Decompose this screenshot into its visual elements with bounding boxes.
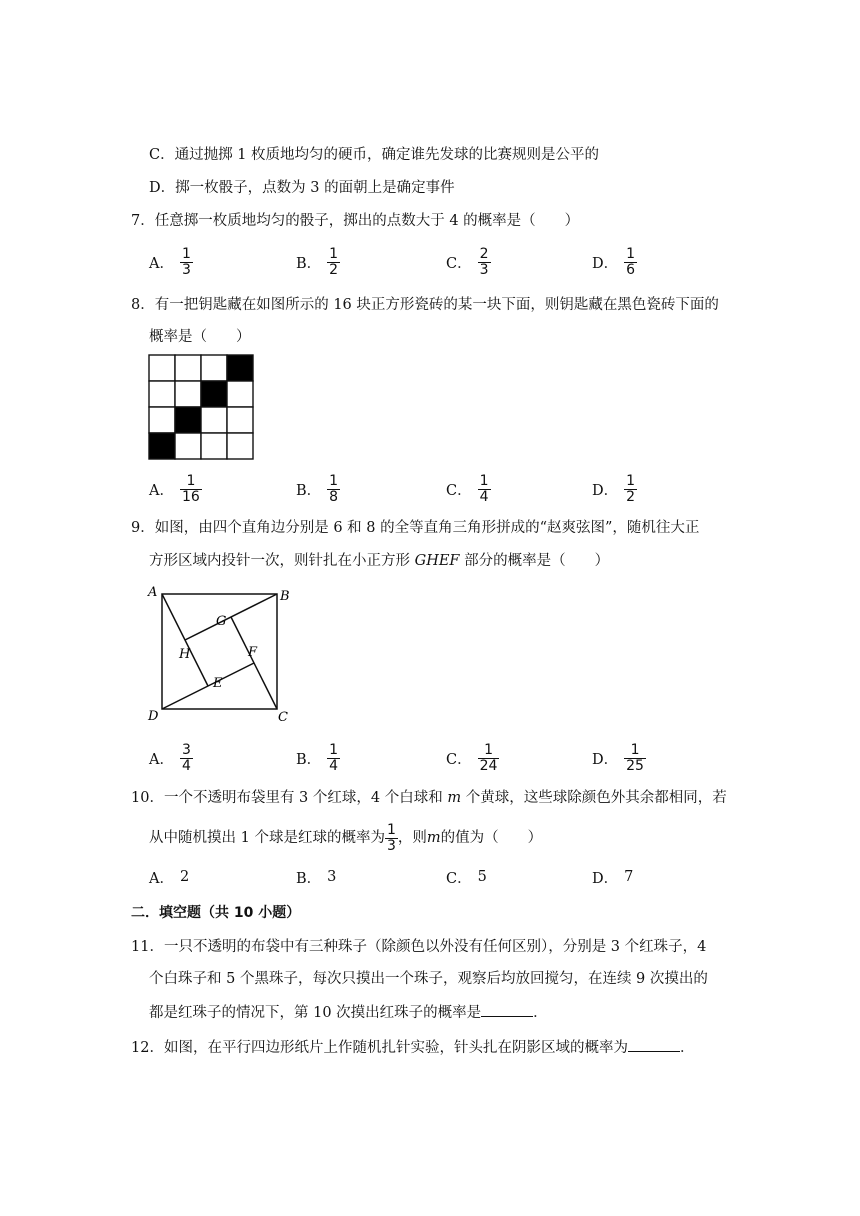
fraction: $\frac{1}{6}$ xyxy=(626,245,636,278)
label-e: E xyxy=(213,676,223,691)
q9-stem-line1: 9．如图，由四个直角边分别是 6 和 8 的全等直角三角形拼成的“赵爽弦图”，随机往大正 xyxy=(131,520,700,536)
q9-stem-line2: 方形区域内投针一次，则针扎在小正方形 GHEF 部分的概率是（ ） xyxy=(149,553,610,569)
label-b: B xyxy=(280,589,290,604)
q10-option-c: C． 5 xyxy=(446,869,487,887)
white-tile xyxy=(201,433,227,459)
q10-stem-line2: 从中随机摸出 1 个球是红球的概率为 $\frac{1}{3}$ ，则 m 的值为（ ） xyxy=(149,821,543,854)
label-f: F xyxy=(248,645,258,660)
q7-option-a: A． $\frac{1}{3}$ xyxy=(149,245,191,278)
white-tile xyxy=(175,381,201,407)
fraction: $\frac{1}{3}$ xyxy=(386,821,396,854)
q10-option-a: A． 2 xyxy=(149,869,190,887)
q8-option-a: A． $\frac{1}{16}$ xyxy=(149,472,200,505)
q11-line2: 个白珠子和 5 个黑珠子，每次只摸出一个珠子，观察后均放回搅匀，在连续 9 次摸出的 xyxy=(149,971,708,987)
fraction: $\frac{1}{4}$ xyxy=(479,472,489,505)
segment-d-f xyxy=(162,663,254,709)
tile-grid-figure xyxy=(148,354,256,462)
fraction: $\frac{1}{25}$ xyxy=(626,741,644,774)
black-tile xyxy=(175,407,201,433)
q7-option-d: D． $\frac{1}{6}$ xyxy=(592,245,636,278)
white-tile xyxy=(149,407,175,433)
label-d: D xyxy=(148,709,159,724)
q7-option-c: C． $\frac{2}{3}$ xyxy=(446,245,489,278)
q7-option-b: B． $\frac{1}{2}$ xyxy=(296,245,339,278)
white-tile xyxy=(227,433,253,459)
q8-option-d: D． $\frac{1}{2}$ xyxy=(592,472,636,505)
answer-blank xyxy=(628,1037,680,1052)
fraction: $\frac{3}{4}$ xyxy=(181,741,191,774)
q9-option-a: A． $\frac{3}{4}$ xyxy=(149,741,191,774)
q11-line1: 11．一只不透明的布袋中有三种珠子（除颜色以外没有任何区别），分别是 3 个红珠子，4 xyxy=(131,939,707,955)
q12-line1: 12．如图，在平行四边形纸片上作随机扎针实验，针头扎在阴影区域的概率为 ． xyxy=(131,1037,694,1058)
q6-option-d: D．掷一枚骰子，点数为 3 的面朝上是确定事件 xyxy=(149,180,455,196)
q6-option-c: C．通过抛掷 1 枚质地均匀的硬币，确定谁先发球的比赛规则是公平的 xyxy=(149,147,600,163)
q9-options xyxy=(149,741,749,775)
fraction: $\frac{1}{8}$ xyxy=(329,472,339,505)
q7-options xyxy=(149,245,749,279)
zhao-shuang-figure xyxy=(140,584,300,726)
white-tile xyxy=(175,355,201,381)
label-g: G xyxy=(216,614,227,629)
q10-stem-line1: 10．一个不透明布袋里有 3 个红球，4 个白球和 m 个黄球，这些球除颜色外其余都相同，若 xyxy=(131,790,727,806)
q7-stem: 7．任意掷一枚质地均匀的骰子，掷出的点数大于 4 的概率是（ ） xyxy=(131,213,580,229)
fraction: $\frac{1}{16}$ xyxy=(181,472,200,505)
label-a: A xyxy=(148,585,158,600)
q8-option-b: B． $\frac{1}{8}$ xyxy=(296,472,339,505)
q8-option-c: C． $\frac{1}{4}$ xyxy=(446,472,489,505)
q10-option-d: D． 7 xyxy=(592,869,634,887)
answer-blank xyxy=(481,1002,533,1017)
white-tile xyxy=(149,381,175,407)
white-tile xyxy=(149,355,175,381)
label-c: C xyxy=(278,710,288,725)
q8-stem-line2: 概率是（ ） xyxy=(149,329,251,345)
fraction: $\frac{1}{2}$ xyxy=(626,472,636,505)
q9-option-c: C． $\frac{1}{24}$ xyxy=(446,741,498,774)
fraction: $\frac{2}{3}$ xyxy=(479,245,489,278)
black-tile xyxy=(201,381,227,407)
label-h: H xyxy=(179,647,191,662)
q8-stem-line1: 8．有一把钥匙藏在如图所示的 16 块正方形瓷砖的某一块下面，则钥匙藏在黑色瓷砖下面的 xyxy=(131,297,719,313)
white-tile xyxy=(201,355,227,381)
q10-option-b: B． 3 xyxy=(296,869,337,887)
q11-line3: 都是红珠子的情况下，第 10 次摸出红珠子的概率是 ． xyxy=(149,1002,548,1023)
fraction: $\frac{1}{3}$ xyxy=(181,245,191,278)
section-heading: 二．填空题（共 10 小题） xyxy=(131,905,301,921)
fraction: $\frac{1}{2}$ xyxy=(329,245,339,278)
black-tile xyxy=(149,433,175,459)
q8-options xyxy=(149,472,749,506)
fraction: $\frac{1}{4}$ xyxy=(329,741,339,774)
q9-option-b: B． $\frac{1}{4}$ xyxy=(296,741,339,774)
white-tile xyxy=(201,407,227,433)
q10-options xyxy=(149,860,749,894)
fraction: $\frac{1}{24}$ xyxy=(479,741,498,774)
black-tile xyxy=(227,355,253,381)
white-tile xyxy=(227,407,253,433)
q9-option-d: D． $\frac{1}{25}$ xyxy=(592,741,644,774)
white-tile xyxy=(227,381,253,407)
white-tile xyxy=(175,433,201,459)
